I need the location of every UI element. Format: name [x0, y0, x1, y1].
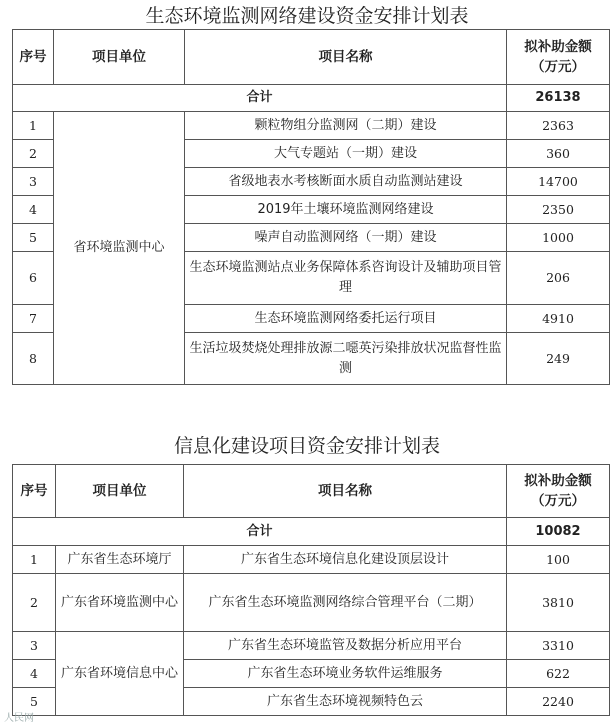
row-amount: 100 — [507, 546, 610, 574]
row-name: 生态环境监测站点业务保障体系咨询设计及辅助项目管理 — [185, 252, 507, 305]
row-amount: 206 — [507, 252, 610, 305]
row-index: 1 — [13, 112, 54, 140]
row-name: 2019年土壤环境监测网络建设 — [185, 196, 507, 224]
row-index: 4 — [13, 660, 56, 688]
table1-header-row — [13, 30, 610, 85]
table2 — [12, 464, 610, 716]
row-index: 2 — [13, 574, 56, 632]
row-index: 7 — [13, 305, 54, 333]
row-amount: 4910 — [507, 305, 610, 333]
row-amount: 249 — [507, 333, 610, 385]
header-index: 序号 — [13, 30, 54, 85]
header-amount-unit: （万元） — [531, 59, 585, 75]
row-index: 2 — [13, 140, 54, 168]
row-amount: 2363 — [507, 112, 610, 140]
header-name: 项目名称 — [184, 465, 507, 518]
table-row — [13, 574, 610, 632]
row-amount: 360 — [507, 140, 610, 168]
project-unit: 广东省环境信息中心 — [56, 632, 184, 716]
row-index: 5 — [13, 224, 54, 252]
table1 — [12, 29, 610, 385]
row-name: 广东省生态环境监测网络综合管理平台（二期） — [184, 574, 507, 632]
row-index: 6 — [13, 252, 54, 305]
row-index: 1 — [13, 546, 56, 574]
header-unit: 项目单位 — [56, 465, 184, 518]
total-value: 26138 — [507, 85, 610, 112]
row-amount: 3310 — [507, 632, 610, 660]
row-name: 广东省生态环境信息化建设顶层设计 — [184, 546, 507, 574]
watermark: 人民网 — [4, 713, 34, 724]
header-amount-label: 拟补助金额 — [524, 39, 592, 55]
header-unit: 项目单位 — [54, 30, 185, 85]
row-name: 噪声自动监测网络（一期）建设 — [185, 224, 507, 252]
table1-title: 生态环境监测网络建设资金安排计划表 — [145, 5, 469, 27]
row-amount: 2240 — [507, 688, 610, 716]
row-name: 广东省生态环境监管及数据分析应用平台 — [184, 632, 507, 660]
row-index: 4 — [13, 196, 54, 224]
total-label: 合计 — [13, 518, 507, 546]
row-name: 生活垃圾焚烧处理排放源二噁英污染排放状况监督性监测 — [185, 333, 507, 385]
row-name: 颗粒物组分监测网（二期）建设 — [185, 112, 507, 140]
row-amount: 622 — [507, 660, 610, 688]
header-name: 项目名称 — [185, 30, 507, 85]
table2-title: 信息化建设项目资金安排计划表 — [173, 435, 440, 457]
header-amount — [507, 465, 610, 518]
row-name: 广东省生态环境视频特色云 — [184, 688, 507, 716]
project-unit: 省环境监测中心 — [54, 112, 185, 385]
header-amount-unit: （万元） — [531, 493, 585, 509]
row-amount: 3810 — [507, 574, 610, 632]
table-row — [13, 112, 610, 140]
row-name: 省级地表水考核断面水质自动监测站建设 — [185, 168, 507, 196]
project-unit: 广东省生态环境厅 — [56, 546, 184, 574]
table-row — [13, 546, 610, 574]
row-index: 5 — [13, 688, 56, 716]
table2-total-row — [13, 518, 610, 546]
row-name: 大气专题站（一期）建设 — [185, 140, 507, 168]
row-amount: 14700 — [507, 168, 610, 196]
header-index: 序号 — [13, 465, 56, 518]
row-name: 生态环境监测网络委托运行项目 — [185, 305, 507, 333]
row-name: 广东省生态环境业务软件运维服务 — [184, 660, 507, 688]
row-amount: 1000 — [507, 224, 610, 252]
total-value: 10082 — [507, 518, 610, 546]
header-amount-label: 拟补助金额 — [524, 473, 592, 489]
project-unit: 广东省环境监测中心 — [56, 574, 184, 632]
table1-total-row — [13, 85, 610, 112]
row-index: 3 — [13, 168, 54, 196]
header-amount — [507, 30, 610, 85]
row-index: 8 — [13, 333, 54, 385]
row-index: 3 — [13, 632, 56, 660]
total-label: 合计 — [13, 85, 507, 112]
table2-header-row — [13, 465, 610, 518]
row-amount: 2350 — [507, 196, 610, 224]
table-row — [13, 632, 610, 660]
